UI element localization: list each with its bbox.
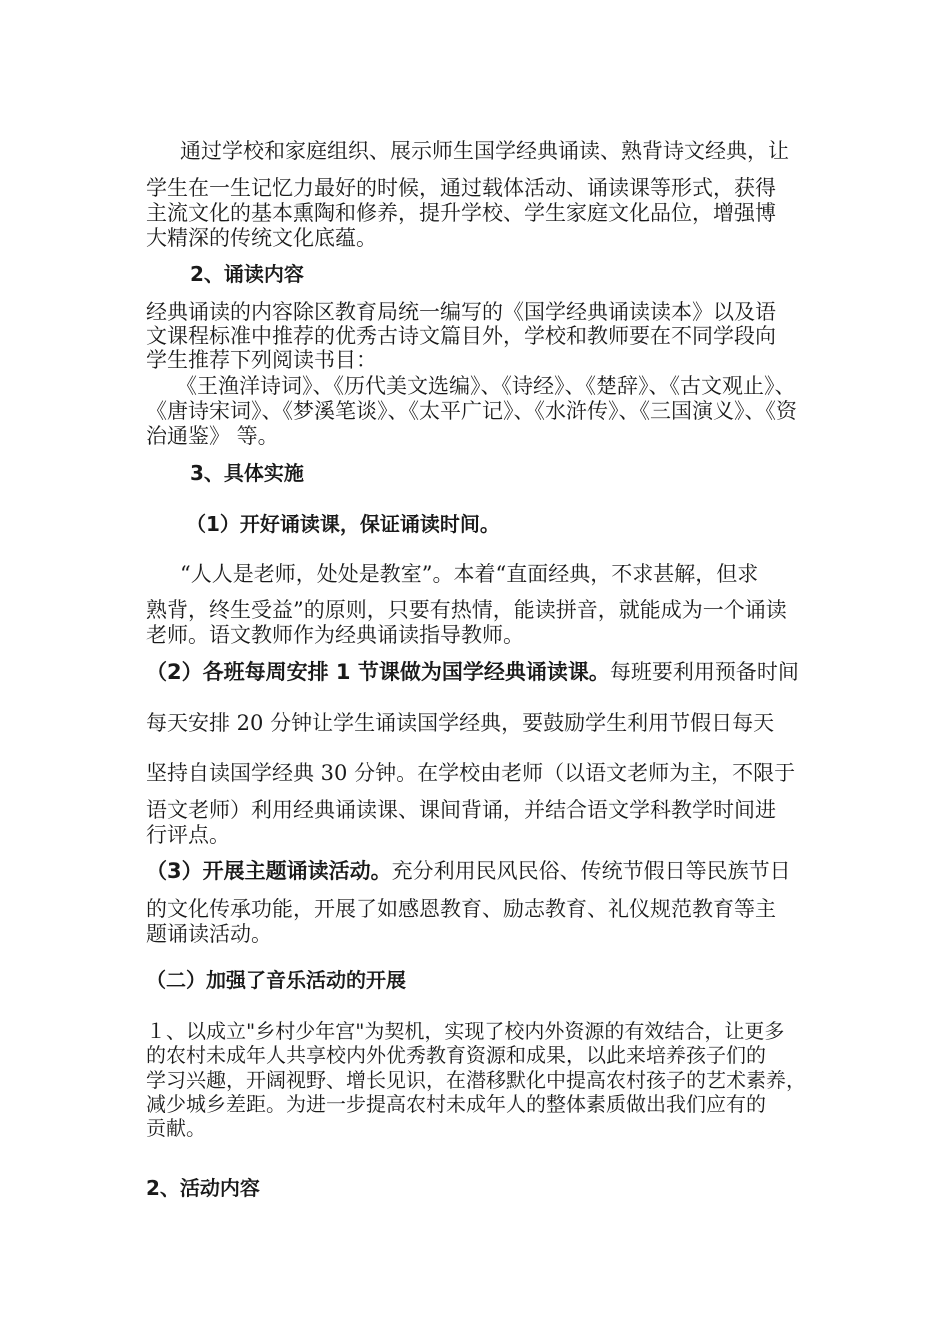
para-content-line-2: 文课程标准中推荐的优秀古诗文篇目外，学校和教师要在不同学段向 — [146, 324, 776, 348]
para-purpose-line-2: 学生在一生记忆力最好的时候，通过载体活动、诵读课等形式，获得 — [146, 176, 776, 200]
theme-reading-rest: 充分利用民风民俗、传统节假日等民族节日 — [391, 859, 791, 883]
para-youth-palace-line-1: １、以成立"乡村少年宫"为契机，实现了校内外资源的有效结合，让更多 — [146, 1019, 785, 1043]
para-content-line-1: 经典诵读的内容除区教育局统一编写的《国学经典诵读读本》以及语 — [146, 300, 776, 324]
para-teacher-line-2: 熟背，终生受益”的原则，只要有热情，能读拼音，就能成为一个诵读 — [146, 598, 787, 622]
heading-activity-content: 2、活动内容 — [146, 1176, 260, 1200]
para-weekly-line-5: 行评点。 — [146, 823, 230, 847]
para-youth-palace-line-4: 减少城乡差距。为进一步提高农村未成年人的整体素质做出我们应有的 — [146, 1092, 766, 1116]
weekly-class-lead: （2）各班每周安排 1 节课做为国学经典诵读课。 — [146, 660, 610, 684]
book-list-line-1: 《王渔洋诗词》、《历代美文选编》、《诗经》、《楚辞》、《古文观止》、 — [176, 374, 796, 398]
para-teacher-line-3: 老师。语文教师作为经典诵读指导教师。 — [146, 623, 524, 647]
theme-reading-lead: （3）开展主题诵读活动。 — [146, 859, 392, 883]
para-weekly-line-4: 语文老师）利用经典诵读课、课间背诵，并结合语文学科教学时间进 — [146, 798, 776, 822]
para-weekly-line-2: 每天安排 20 分钟让学生诵读国学经典，要鼓励学生利用节假日每天 — [146, 711, 775, 735]
para-teacher-line-1: “人人是老师，处处是教室”。本着“直面经典，不求甚解，但求 — [180, 562, 759, 586]
para-purpose-line-4: 大精深的传统文化底蕴。 — [146, 226, 377, 250]
heading-music-activities: （二）加强了音乐活动的开展 — [146, 968, 406, 992]
heading-reading-class: （1）开好诵读课，保证诵读时间。 — [186, 512, 500, 536]
heading-reading-content: 2、诵读内容 — [190, 262, 304, 286]
para-content-line-3: 学生推荐下列阅读书目： — [146, 348, 377, 372]
para-youth-palace-line-5: 贡献。 — [146, 1116, 206, 1140]
para-theme-line-3: 题诵读活动。 — [146, 922, 272, 946]
para-theme-line-2: 的文化传承功能，开展了如感恩教育、励志教育、礼仪规范教育等主 — [146, 897, 776, 921]
para-weekly-line-1 — [146, 660, 812, 684]
para-youth-palace-line-2: 的农村未成年人共享校内外优秀教育资源和成果，以此来培养孩子们的 — [146, 1043, 766, 1067]
para-weekly-line-3: 坚持自读国学经典 30 分钟。在学校由老师（以语文老师为主，不限于 — [146, 761, 796, 785]
para-youth-palace-line-3: 学习兴趣，开阔视野、增长见识，在潜移默化中提高农村孩子的艺术素养， — [146, 1068, 806, 1092]
weekly-class-rest: 每班要利用预备时间 — [609, 660, 799, 684]
book-list-line-3: 治通鉴》 等。 — [146, 424, 279, 448]
para-purpose-line-3: 主流文化的基本熏陶和修养，提升学校、学生家庭文化品位，增强博 — [146, 201, 776, 225]
para-purpose-line-1: 通过学校和家庭组织、展示师生国学经典诵读、熟背诗文经典，让 — [180, 139, 789, 163]
heading-implementation: 3、具体实施 — [190, 461, 304, 485]
book-list-line-2: 《唐诗宋词》、《梦溪笔谈》、《太平广记》、《水浒传》、《三国演义》、《资 — [146, 399, 797, 423]
para-theme-line-1 — [146, 859, 812, 883]
